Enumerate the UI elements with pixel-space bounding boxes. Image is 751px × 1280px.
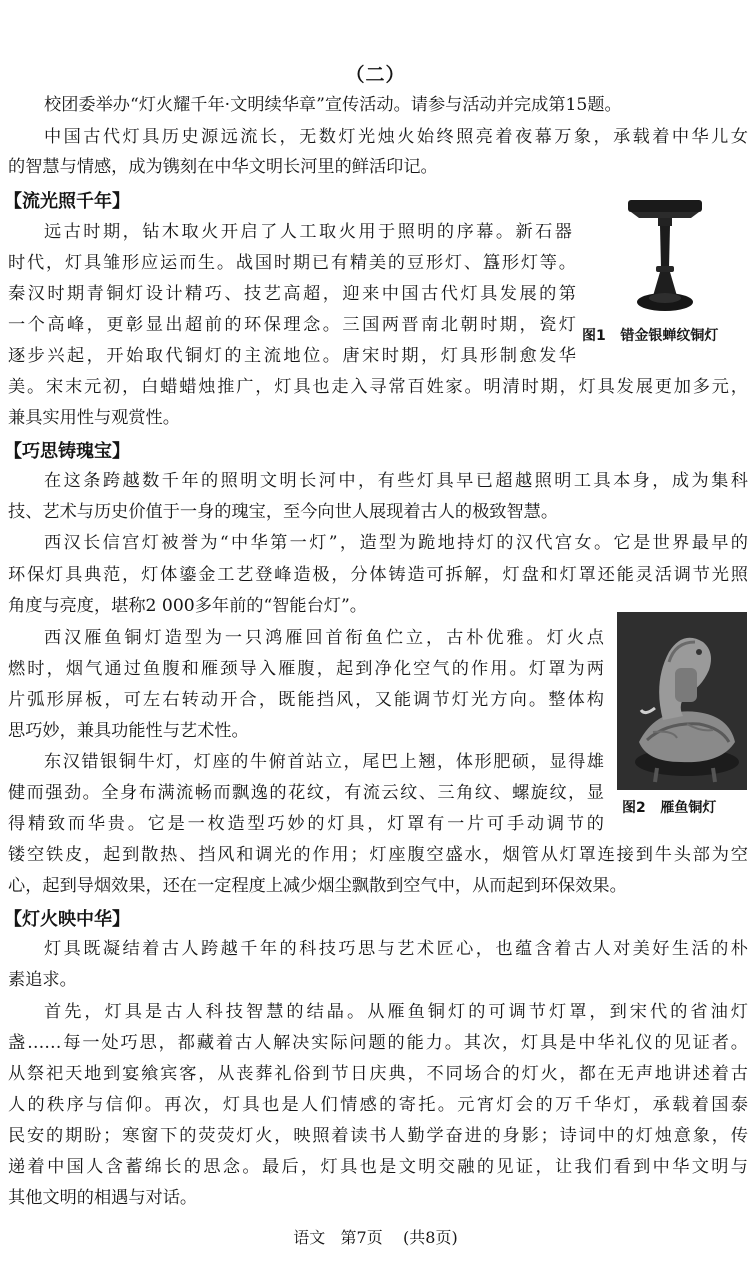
section-heading: 【流光照千年】 [4, 191, 130, 212]
paragraph-line: 西汉雁鱼铜灯造型为一只鸿雁回首衔鱼伫立，古朴优雅。灯火点 [44, 628, 604, 648]
paragraph-line: 在这条跨越数千年的照明文明长河中，有些灯具早已超越照明工具本身，成为集科 [44, 471, 748, 491]
figure-2-caption [622, 797, 716, 817]
paragraph-line: 远古时期，钻木取火开启了人工取火用于照明的序幕。新石器 [44, 222, 572, 242]
paragraph-line: 秦汉时期青铜灯设计精巧、技艺高超，迎来中国古代灯具发展的第 [8, 284, 576, 304]
figure-1-number: 图1 [582, 328, 606, 344]
paragraph-line: 盏……每一处巧思，都藏着古人解决实际问题的能力。其次，灯具是中华礼仪的见证者。 [8, 1033, 748, 1053]
paragraph-line: 美。宋末元初，白蜡蜡烛推广，灯具也走入寻常百姓家。明清时期，灯具发展更加多元， [8, 377, 748, 397]
paragraph-line: 一个高峰，更彰显出超前的环保理念。三国两晋南北朝时期，瓷灯 [8, 315, 576, 335]
section-heading: 【巧思铸瑰宝】 [4, 441, 130, 462]
paragraph-line: 兼具实用性与观赏性。 [8, 408, 180, 428]
figure-1-image [625, 198, 705, 318]
bronze-lamp-picture [625, 198, 705, 318]
paragraph-line: 人的秩序与信仰。再次，灯具也是人们情感的寄托。元宵灯会的万千华灯，承载着国泰 [8, 1095, 748, 1115]
paragraph-line: 健而强劲。全身布满流畅而飘逸的花纹，有流云纹、三角纹、螺旋纹，显 [8, 783, 604, 803]
figure-2-number: 图2 [622, 800, 646, 816]
goose-fish-lamp-picture [617, 612, 747, 790]
paragraph-line: 心，起到导烟效果，还在一定程度上减少烟尘飘散到空气中，从而起到环保效果。 [8, 876, 627, 896]
paragraph-line: 技、艺术与历史价值于一身的瑰宝，至今向世人展现着古人的极致智慧。 [8, 502, 559, 522]
paragraph-line: 角度与亮度，堪称2 000多年前的“智能台灯”。 [8, 596, 367, 616]
figure-2-title: 雁鱼铜灯 [660, 800, 717, 816]
paragraph-line: 片弧形屏板，可左右转动开合，既能挡风，又能调节灯光方向。整体构 [8, 690, 604, 710]
figure-1-title: 错金银蝉纹铜灯 [620, 328, 719, 344]
figure-2-image [617, 612, 747, 790]
page-footer: 语文 第7页 (共8页) [293, 1228, 458, 1247]
paragraph-line: 西汉长信宫灯被誉为“中华第一灯”，造型为跪地持灯的汉代宫女。它是世界最早的 [44, 533, 748, 553]
section-heading: 【灯火映中华】 [4, 909, 130, 930]
figure-1-caption [582, 325, 718, 345]
paragraph-line: 思巧妙，兼具功能性与艺术性。 [8, 721, 249, 741]
paragraph-line: 从祭祀天地到宴飨宾客，从丧葬礼俗到节日庆典，不同场合的灯火，都在无声地讲述着古 [8, 1064, 748, 1084]
paragraph-line: 递着中国人含蓄绵长的思念。最后，灯具也是文明交融的见证，让我们看到中华文明与 [8, 1157, 748, 1177]
paragraph-line: 其他文明的相遇与对话。 [8, 1188, 198, 1208]
paragraph-line: 东汉错银铜牛灯，灯座的牛俯首站立，尾巴上翘，体形肥硕，显得雄 [44, 752, 604, 772]
intro-line: 的智慧与情感，成为镌刻在中华文明长河里的鲜活印记。 [8, 157, 438, 177]
paragraph-line: 得精致而华贵。它是一枚造型巧妙的灯具，灯罩有一片可手动调节的 [8, 814, 604, 834]
paragraph-line: 环保灯具典范，灯体鎏金工艺登峰造极，分体铸造可拆解，灯盘和灯罩还能灵活调节光照 [8, 565, 748, 585]
paragraph-line: 民安的期盼；寒窗下的荧荧灯火，映照着读书人勤学奋进的身影；诗词中的灯烛意象，传 [8, 1126, 748, 1146]
paragraph-line: 首先，灯具是古人科技智慧的结晶。从雁鱼铜灯的可调节灯罩，到宋代的省油灯 [44, 1002, 748, 1022]
paragraph-line: 燃时，烟气通过鱼腹和雁颈导入雁腹，起到净化空气的作用。灯罩为两 [8, 659, 604, 679]
intro-line: 中国古代灯具历史源远流长，无数灯光烛火始终照亮着夜幕万象，承载着中华儿女 [44, 127, 748, 147]
paragraph-line: 素追求。 [8, 970, 77, 990]
intro-line: 校团委举办“灯火耀千年·文明续华章”宣传活动。请参与活动并完成第15题。 [44, 95, 622, 115]
paragraph-line: 时代，灯具雏形应运而生。战国时期已有精美的豆形灯、簋形灯等。 [8, 253, 576, 273]
section-number: （二） [345, 64, 406, 86]
paragraph-line: 灯具既凝结着古人跨越千年的科技巧思与艺术匠心，也蕴含着古人对美好生活的朴 [44, 939, 748, 959]
paragraph-line: 逐步兴起，开始取代铜灯的主流地位。唐宋时期，灯具形制愈发华 [8, 346, 576, 366]
paragraph-line: 镂空铁皮，起到散热、挡风和调光的作用；灯座腹空盛水，烟管从灯罩连接到牛头部为空 [8, 845, 748, 865]
